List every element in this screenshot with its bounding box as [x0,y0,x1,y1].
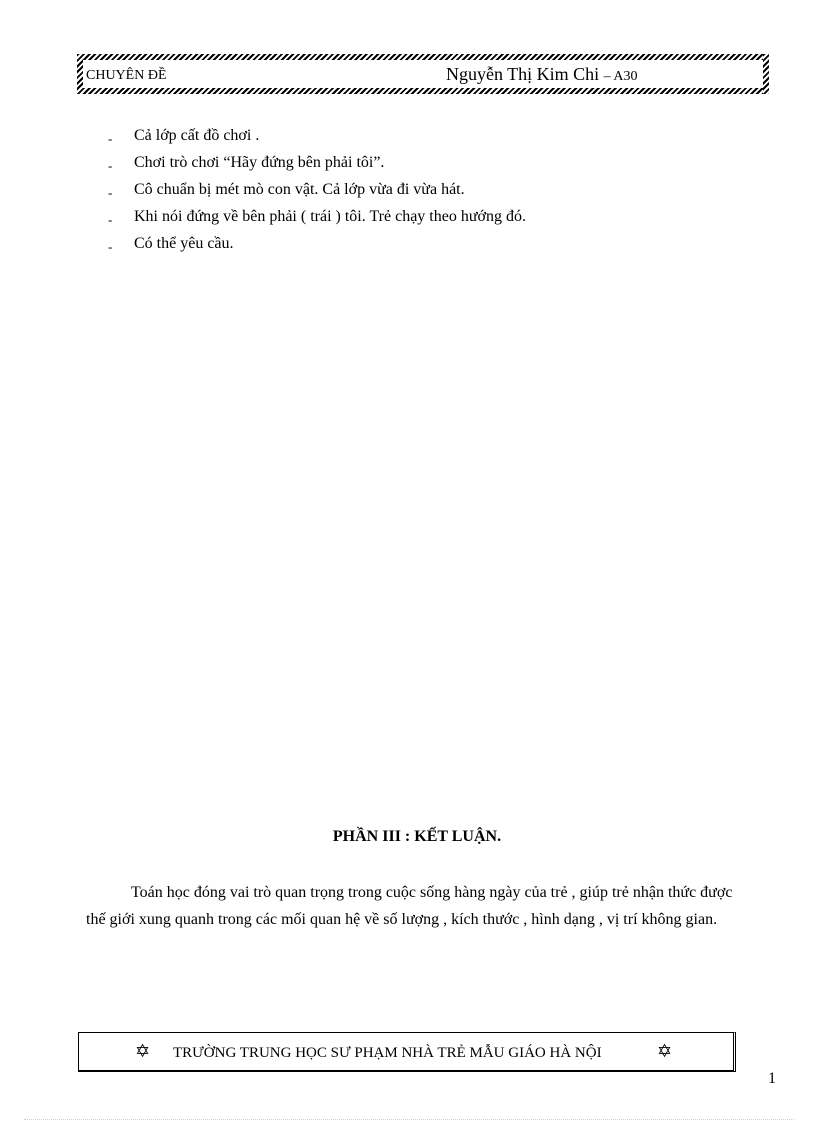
page-bottom-divider [24,1119,794,1120]
header-left-border [77,54,83,94]
page-footer [78,1032,736,1072]
header-right-border [763,54,769,94]
bullet-marker: - [108,158,113,173]
list-item-text: Cả lớp cất đồ chơi . [134,127,260,144]
star-of-david-icon: ✡ [135,1041,151,1061]
list-item-text: Chơi trò chơi “Hãy đứng bên phải tôi”. [134,154,385,171]
list-item-text: Có thể yêu cầu. [134,235,234,252]
header-bottom-border [77,88,769,94]
list-item [108,234,526,261]
author-name: Nguyễn Thị Kim Chi [446,64,600,84]
page-number: 1 [768,1070,776,1087]
bullet-list [108,126,526,261]
list-item [108,180,526,207]
list-item-text: Cô chuẩn bị mét mò con vật. Cả lớp vừa đi vừa hát. [134,181,465,198]
bullet-marker: - [108,131,113,146]
author-suffix: – A30 [603,69,638,84]
list-item [108,207,526,234]
conclusion-paragraph: Toán học đóng vai trò quan trọng trong cuộc sống hàng ngày của trẻ , giúp trẻ nhận thức được thế giới xung quanh trong các mối quan hệ về số lượng , kích thước , hình dạng , vị trí không gian. [86,884,733,928]
bullet-marker: - [108,185,113,200]
list-item-text: Khi nói đứng về bên phải ( trái ) tôi. Trẻ chạy theo hướng đó. [134,208,526,225]
section-title: PHẦN III : KẾT LUẬN. [332,828,502,845]
list-item [108,126,526,153]
list-item [108,153,526,180]
footer-text: TRƯỜNG TRUNG HỌC SƯ PHẠM NHÀ TRẺ MẪU GIÁO HÀ NỘI [173,1045,602,1061]
header-label: CHUYÊN ĐỀ [86,68,167,83]
header-author [446,64,638,85]
bullet-marker: - [108,239,113,254]
star-of-david-icon: ✡ [657,1041,673,1061]
header-top-border [77,54,769,60]
bullet-marker: - [108,212,113,227]
page-header [77,54,769,94]
